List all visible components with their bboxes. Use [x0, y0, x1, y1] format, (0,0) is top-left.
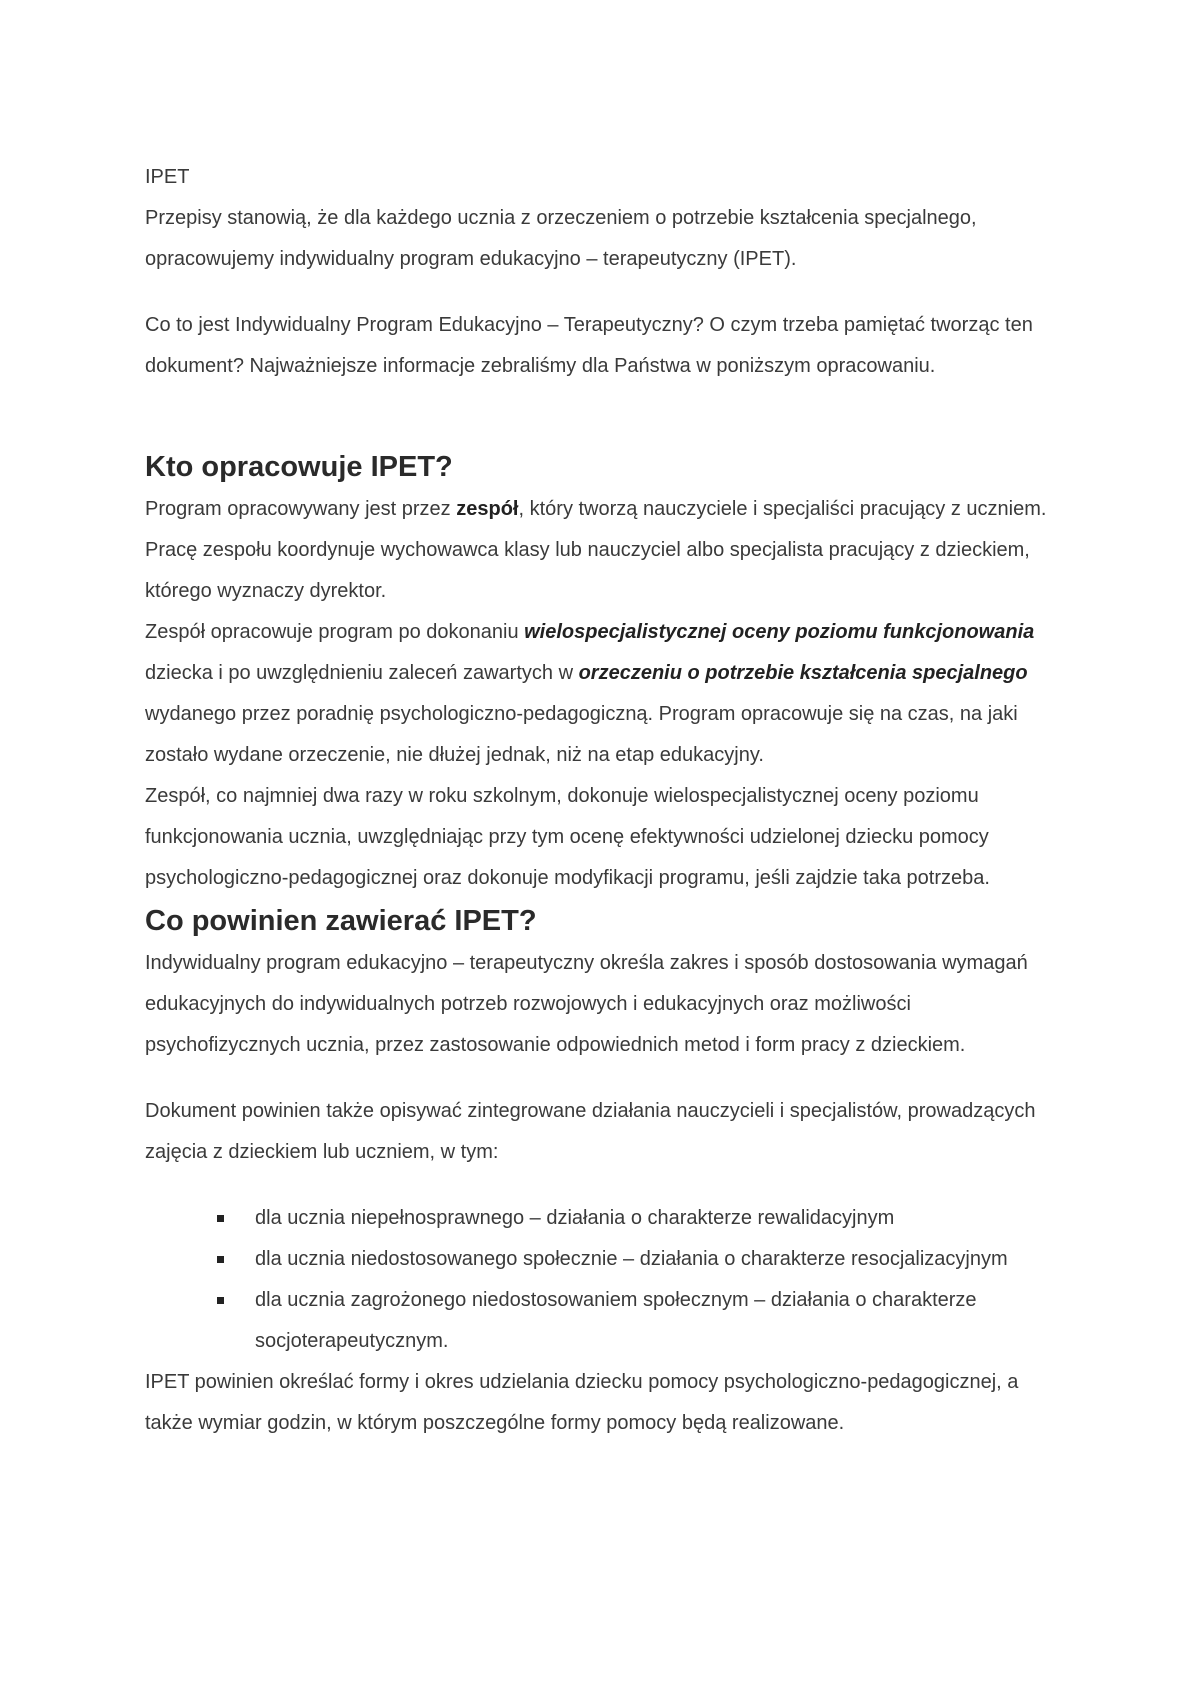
section1-paragraph-1 — [145, 489, 1065, 612]
list-item-text: dla ucznia niedostosowanego społecznie – działania o charakterze resocjalizacyjnym — [255, 1248, 1008, 1270]
list-item — [255, 1198, 1065, 1239]
list-item — [255, 1239, 1065, 1280]
document-title: IPET — [145, 166, 190, 188]
bullet-icon — [217, 1297, 224, 1304]
spacer — [145, 1066, 1065, 1091]
text-run: , który tworzą nauczyciele i specjaliści pracujący z uczniem. Pracę zespołu koordynuje wychowawca klasy lub nauczyciel albo specjalista pracujący z dzieckiem, którego wyznaczy dyrektor. — [145, 498, 1047, 602]
text-run: Program opracowywany jest przez — [145, 498, 457, 520]
intro-paragraph-2: Co to jest Indywidualny Program Edukacyjno – Terapeutyczny? O czym trzeba pamiętać tworząc ten dokument? Najważniejsze informacje zebraliśmy dla Państwa w poniższym opracowaniu. — [145, 314, 1033, 377]
spacer — [145, 1173, 1065, 1198]
section2-paragraph-3: IPET powinien określać formy i okres udzielania dziecku pomocy psychologiczno-pedagogicznej, a także wymiar godzin, w którym poszczególne formy pomocy będą realizowane. — [145, 1371, 1019, 1434]
section1-paragraph-2 — [145, 612, 1065, 776]
bullet-list — [145, 1198, 1065, 1362]
text-run: wydanego przez poradnię psychologiczno-pedagogiczną. Program opracowuje się na czas, na jaki zostało wydane orzeczenie, nie dłużej jednak, niż na etap edukacyjny. — [145, 703, 1018, 766]
bullet-icon — [217, 1215, 224, 1222]
section-heading-contents: Co powinien zawierać IPET? — [145, 905, 537, 937]
document-body — [145, 157, 1065, 1444]
section-heading-who: Kto opracowuje IPET? — [145, 451, 453, 483]
spacer — [145, 387, 1065, 445]
spacer — [145, 280, 1065, 305]
text-run: dziecka i po uwzględnieniu zaleceń zawartych w — [145, 662, 579, 684]
section1-paragraph-3: Zespół, co najmniej dwa razy w roku szkolnym, dokonuje wielospecjalistycznej oceny poziomu funkcjonowania ucznia, uwzględniając przy tym ocenę efektywności udzielonej dziecku pomocy psychologiczno-pedagogicznej oraz dokonuje modyfikacji programu, jeśli zajdzie taka potrzeba. — [145, 785, 990, 889]
section2-paragraph-2: Dokument powinien także opisywać zintegrowane działania nauczycieli i specjalistów, prowadzących zajęcia z dzieckiem lub uczniem, w tym: — [145, 1100, 1036, 1163]
emphasis-ruling: orzeczeniu o potrzebie kształcenia specjalnego — [578, 662, 1028, 684]
list-item-text: dla ucznia zagrożonego niedostosowaniem społecznym – działania o charakterze socjoterapeutycznym. — [255, 1289, 977, 1352]
bold-term-team: zespół — [456, 498, 519, 520]
bullet-icon — [217, 1256, 224, 1263]
list-item — [255, 1280, 1065, 1362]
text-run: Zespół opracowuje program po dokonaniu — [145, 621, 525, 643]
intro-paragraph-1: Przepisy stanowią, że dla każdego ucznia z orzeczeniem o potrzebie kształcenia specjalnego, opracowujemy indywidualny program edukacyjno – terapeutyczny (IPET). — [145, 207, 977, 270]
list-item-text: dla ucznia niepełnosprawnego – działania o charakterze rewalidacyjnym — [255, 1207, 895, 1229]
emphasis-assessment: wielospecjalistycznej oceny poziomu funkcjonowania — [524, 621, 1035, 643]
section2-paragraph-1: Indywidualny program edukacyjno – terapeutyczny określa zakres i sposób dostosowania wymagań edukacyjnych do indywidualnych potrzeb rozwojowych i edukacyjnych oraz możliwości psychofizycznych ucznia, przez zastosowanie odpowiednich metod i form pracy z dzieckiem. — [145, 952, 1028, 1056]
